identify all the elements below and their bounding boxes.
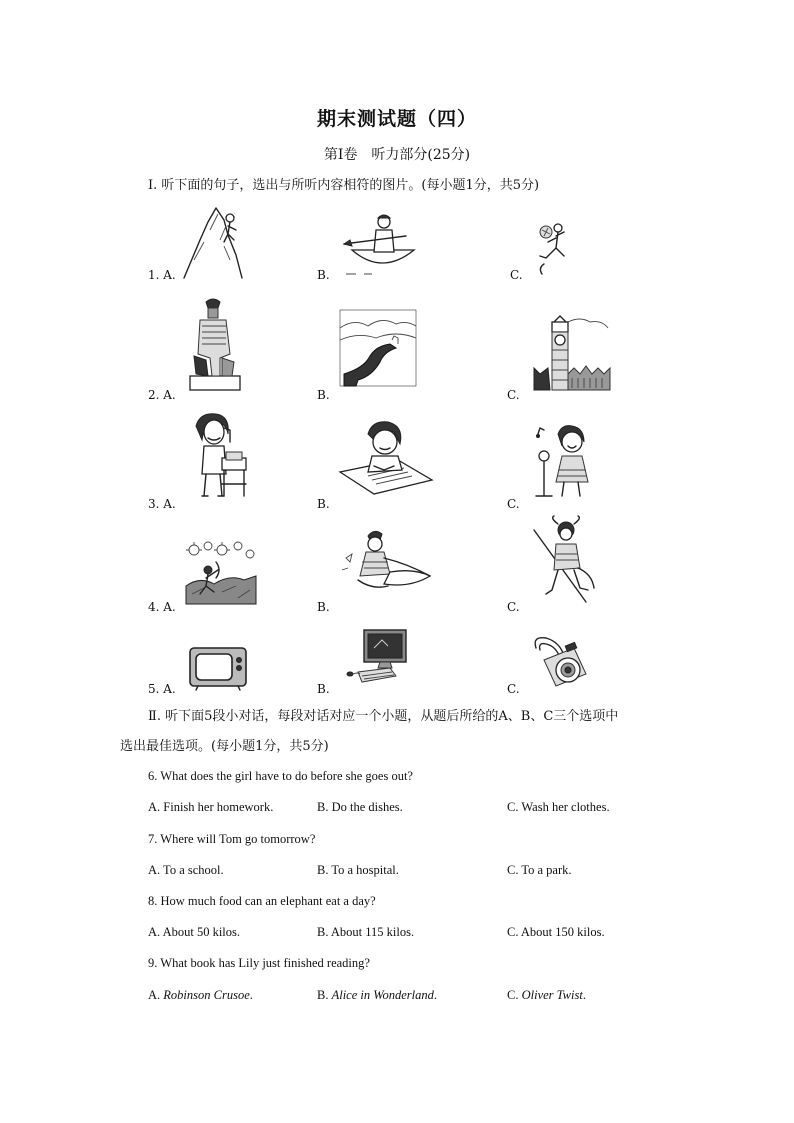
q2-c-label: C. [507,388,520,402]
section1-instruction: Ⅰ. 听下面的句子，选出与所听内容相符的图片。(每小题1分，共5分) [148,178,540,193]
q2-b-label: B. [317,388,330,402]
q9-option-a [148,988,253,1003]
q4-label: 4. A. [148,600,176,614]
q3-label: 3. A. [148,497,176,511]
q9-option-b-end: . [433,988,438,1002]
monkey-king-image [530,518,598,608]
q1-c-label: C. [510,268,523,282]
q9-option-c [507,988,586,1003]
big-ben-image [528,316,614,390]
q3-c-label: C. [507,497,520,511]
chang-e-image [338,528,434,596]
q1-b-label: B. [317,268,330,282]
q1-label: 1. A. [148,268,176,282]
section2-instruction-line1: Ⅱ. 听下面5段小对话，每段对话对应一个小题，从题后所给的A、B、C三个选项中 [148,709,619,724]
q9-option-a-prefix: A. [148,988,164,1002]
q4-c-label: C. [507,600,520,614]
great-wall-image [340,310,416,386]
q4-b-label: B. [317,600,330,614]
television-image [188,644,250,690]
q9-option-b [317,988,437,1003]
section-subtitle: 第Ⅰ卷 听力部分(25分) [323,147,471,163]
q9-option-c-title: Oliver Twist [521,988,583,1002]
q5-c-label: C. [507,682,520,696]
question-7: 7. Where will Tom go tomorrow? [148,832,316,846]
q5-label: 5. A. [148,682,176,696]
girl-singing-image [532,424,592,500]
q9-option-b-title: Alice in Wonderland [331,988,434,1002]
q6-option-a: A. Finish her homework. [148,800,274,814]
girl-writing-image [338,420,434,496]
q5-b-label: B. [317,682,330,696]
section2-instruction-line2: 选出最佳选项。(每小题1分，共5分) [120,739,329,754]
q9-option-c-prefix: C. [507,988,522,1002]
q7-option-c: C. To a park. [507,863,572,877]
page-title: 期末测试题（四） [316,108,477,130]
q2-label: 2. A. [148,388,176,402]
q9-option-c-end: . [582,988,586,1002]
boat-rowing-image [342,208,422,280]
q9-option-a-end: . [249,988,253,1002]
q3-b-label: B. [317,497,330,511]
q9-option-b-prefix: B. [317,988,332,1002]
question-6: 6. What does the girl have to do before she goes out? [148,769,413,783]
q7-option-a: A. To a school. [148,863,224,877]
q8-option-c: C. About 150 kilos. [507,925,605,939]
mountain-climbing-image [180,200,250,280]
q6-option-b: B. Do the dishes. [317,800,403,814]
q9-option-a-title: Robinson Crusoe [163,988,250,1002]
archer-hou-yi-image [186,540,256,604]
q6-option-c: C. Wash her clothes. [507,800,610,814]
question-9: 9. What book has Lily just finished reading? [148,956,370,970]
football-kick-image [530,220,580,278]
camera-image [530,634,596,692]
question-8: 8. How much food can an elephant eat a day? [148,894,376,908]
computer-image [344,628,410,686]
terracotta-warrior-image [186,296,244,394]
q8-option-a: A. About 50 kilos. [148,925,241,939]
q8-option-b: B. About 115 kilos. [317,925,415,939]
woman-on-phone-image [190,412,250,504]
q7-option-b: B. To a hospital. [317,863,399,877]
